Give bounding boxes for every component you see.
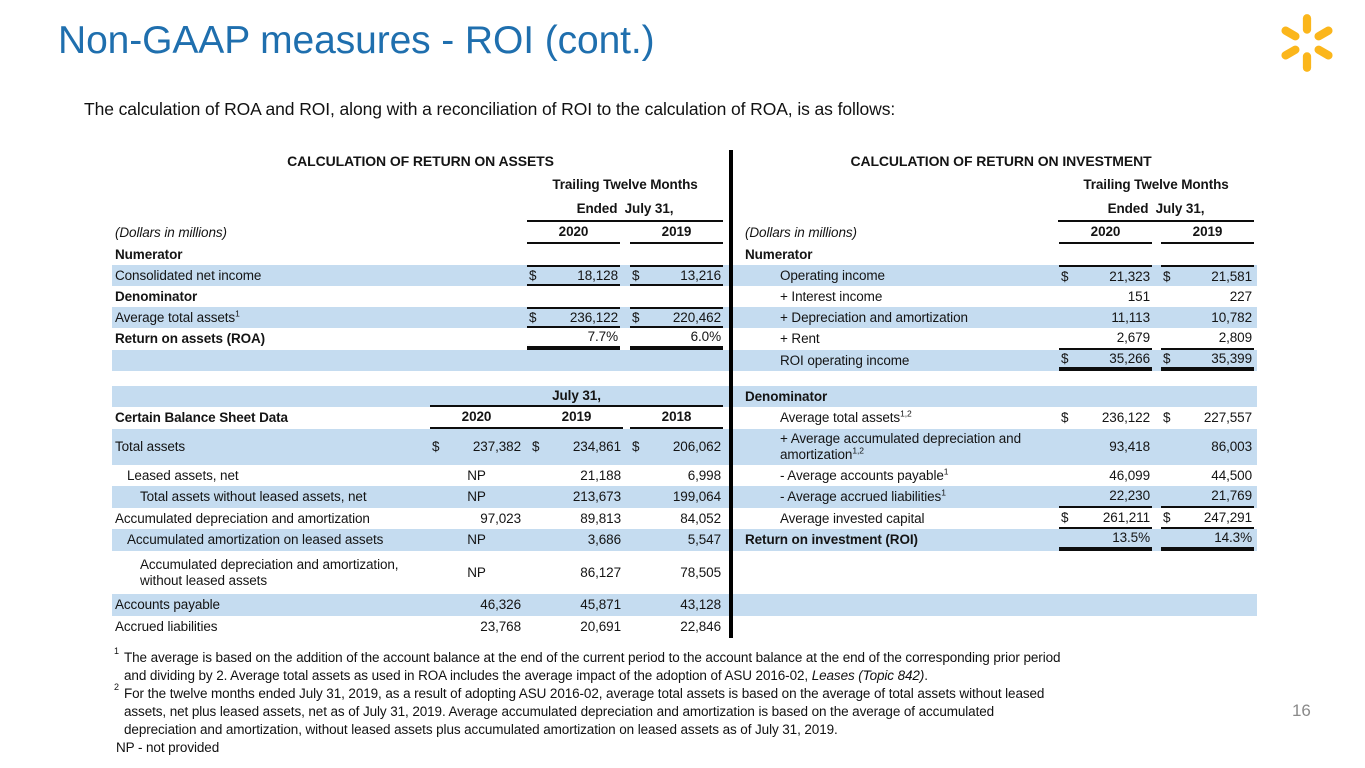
table-row [112,307,1257,328]
row-label: Accumulated depreciation and amortization [115,510,370,526]
spark-svg [1274,10,1340,76]
value-cell: 2,809 [1161,328,1254,350]
value-cell: 6,998 [687,467,721,483]
value-cell: NP [467,564,486,580]
value-cell: NP [467,532,486,548]
value-cell: $ 21,323 [1059,265,1152,286]
row-label: Total assets [115,439,186,455]
value-cell: 22,230 [1059,486,1152,508]
left-ended-header: Ended July 31, [527,197,723,222]
row-label: + Rent [780,331,820,347]
value-cell: $ 220,462 [630,307,723,328]
subtitle: The calculation of ROA and ROI, along with a reconciliation of ROI to the calculation of ROA, is as follows: [84,99,896,119]
row-label: Return on assets (ROA) [115,331,266,347]
table-row [112,150,1257,172]
table-row [112,508,1257,529]
footnote-1: 1 The average is based on the addition of the account balance at the end of the current period to the account balance at the end of the corresponding prior period and dividing by 2. Average total assets as used in ROA includes the average impact of the adoption of ASU 2016-02, Leases (Topic 842). [114,646,1061,683]
bs-section-header: Certain Balance Sheet Data [115,410,288,426]
value-cell: 78,505 [680,564,721,580]
value-cell: 227 [1229,288,1252,304]
right-numerator-label: Numerator [745,246,813,262]
value-cell: $ 13,216 [630,265,723,286]
value-cell: 151 [1127,288,1150,304]
left-dollars-note: (Dollars in millions) [115,225,227,241]
row-label: Operating income [780,267,885,283]
value-cell: 13.5% [1059,529,1152,551]
left-year-2019: 2019 [630,222,723,244]
row-label: Average total assets$^{1,2}$ [780,408,912,426]
right-table-title: CALCULATION OF RETURN ON INVESTMENT [850,152,1152,169]
value-cell: 89,813 [580,510,621,526]
left-denominator-label: Denominator [115,288,198,304]
table-row [112,529,1257,551]
table-row [112,172,1257,197]
right-denominator-label: Denominator [745,388,828,404]
table-row [112,486,1257,508]
value-cell: 22,846 [680,619,721,635]
table-row [112,328,1257,350]
table-row [112,222,1257,244]
row-label: - Average accounts payable$^1$ [780,466,949,483]
right-ended-header: Ended July 31, [1058,197,1254,222]
value-cell: 21,769 [1161,486,1254,508]
value-cell: 213,673 [572,489,621,505]
left-numerator-label: Numerator [115,246,183,262]
value-cell: 14.3% [1161,529,1254,551]
roa-roi-table [112,150,1257,638]
value-cell: 199,064 [672,489,721,505]
table-row [112,244,1257,265]
value-cell: 23,768 [480,619,521,635]
value-cell: 93,418 [1109,439,1150,455]
value-cell: 20,691 [580,619,621,635]
value-cell: $ 35,266 [1059,350,1152,371]
table-row [112,197,1257,222]
right-year-2020: 2020 [1059,222,1152,244]
row-label: + Interest income [780,288,883,304]
value-cell: $ 261,211 [1059,508,1152,529]
value-cell: $ 21,581 [1161,265,1254,286]
footnotes [113,646,1068,757]
right-year-2019: 2019 [1161,222,1254,244]
row-label: + Average accumulated depreciation and amortization$^{1,2}$ [780,431,1021,462]
row-label: Leased assets, net [127,467,239,483]
value-cell: 44,500 [1211,467,1252,483]
value-cell: 2,679 [1059,328,1152,350]
table-divider [729,150,733,638]
value-cell: 6.0% [630,328,723,350]
page-number: 16 [1292,701,1311,720]
value-cell: 5,547 [687,532,721,548]
value-cell: $ 247,291 [1161,508,1254,529]
table-row [112,594,1257,616]
footnote-2: 2 For the twelve months ended July 31, 2019, as a result of adopting ASU 2016-02, average total assets is based on the average of total assets without leased assets, net plus leased assets, net as of July 31, 2019. Average accumulated depreciation and amortization is based on the average of accumulated depreciation and amortization, without leased assets plus accumulated amortization on leased assets as of July 31, 2019. [114,682,1045,737]
value-cell: 46,326 [480,597,521,613]
table-row [112,407,1257,429]
value-cell: 43,128 [680,597,721,613]
row-label: + Depreciation and amortization [780,309,968,325]
left-year-2020: 2020 [527,222,620,244]
table-row [112,265,1257,286]
value-cell: NP [467,467,486,483]
value-cell: 10,782 [1211,309,1252,325]
value-cell: 86,127 [580,564,621,580]
row-label: Accumulated depreciation and amortization, without leased assets [140,556,399,588]
right-dollars-note: (Dollars in millions) [745,225,857,241]
page-title: Non-GAAP measures - ROI (cont.) [58,19,655,62]
table-row [112,465,1257,486]
value-cell: $ 236,122 [527,307,620,328]
right-ttm-header: Trailing Twelve Months [1083,176,1229,192]
value-cell: 46,099 [1109,467,1150,483]
table-row [112,371,1257,386]
row-label: Consolidated net income [115,267,262,283]
value-cell: 7.7% [527,328,620,350]
table-row [112,350,1257,371]
bs-year-2020: 2020 [461,409,492,425]
left-table-title: CALCULATION OF RETURN ON ASSETS [287,152,554,169]
row-label: Average invested capital [780,510,925,526]
value-cell: 97,023 [480,510,521,526]
value-cell: $ 237,382 [432,439,521,455]
row-label: ROI operating income [780,352,910,368]
value-cell: $ 35,399 [1161,350,1254,371]
row-label: Accumulated amortization on leased assets [127,532,384,548]
value-cell: 21,188 [580,467,621,483]
row-label: Accrued liabilities [115,619,218,635]
value-cell: 3,686 [587,532,621,548]
bs-year-2018: 2018 [630,407,723,429]
value-cell: 11,113 [1111,309,1150,325]
bs-date-header: July 31, [430,386,723,407]
row-label: - Average accrued liabilities$^1$ [780,487,946,505]
bs-year-2019: 2019 [561,409,592,425]
value-cell: $ 18,128 [527,265,620,286]
left-ttm-header: Trailing Twelve Months [552,176,698,192]
value-cell: $ 236,122 [1061,410,1150,426]
value-cell: 45,871 [580,597,621,613]
row-label: Accounts payable [115,597,220,613]
value-cell: $ 227,557 [1163,410,1252,426]
footnote-np: NP - not provided [116,740,220,755]
value-cell: $ 234,861 [532,439,621,455]
row-label: Return on investment (ROI) [745,532,918,548]
row-label: Average total assets$^1$ [115,308,240,325]
walmart-spark-icon [1274,10,1340,81]
row-label: Total assets without leased assets, net [140,489,367,505]
table-row [112,551,1257,594]
table-row [112,616,1257,638]
value-cell: 86,003 [1211,439,1252,455]
value-cell: NP [467,489,486,505]
table-row [112,286,1257,307]
value-cell: $ 206,062 [632,439,721,455]
table-row [112,429,1257,465]
table-row [112,386,1257,407]
value-cell: 84,052 [680,510,721,526]
